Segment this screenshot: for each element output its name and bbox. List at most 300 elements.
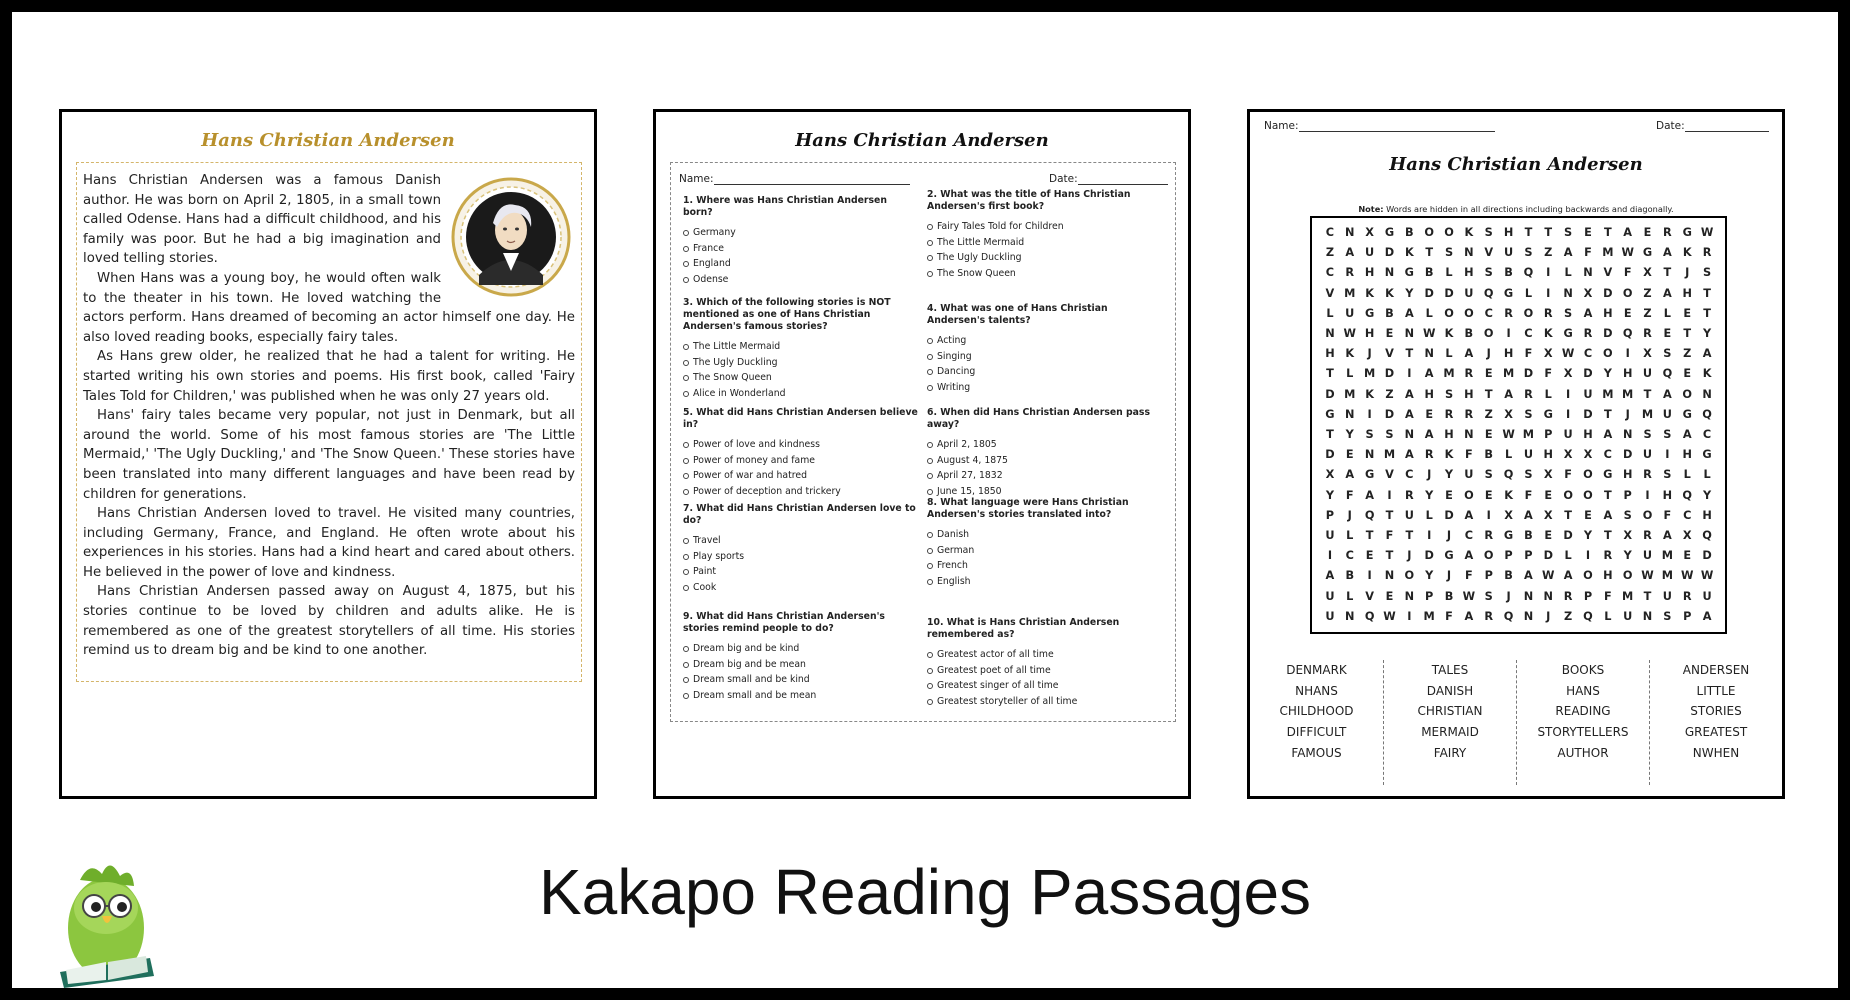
grid-letter: S xyxy=(1524,468,1533,482)
grid-letter: J xyxy=(1446,529,1452,542)
grid-letter: A xyxy=(1662,529,1672,542)
grid-letter: J xyxy=(1486,347,1491,361)
search-word: FAMOUS xyxy=(1291,745,1342,760)
grid-letter: U xyxy=(1325,589,1335,603)
grid-letter: O xyxy=(1464,488,1474,502)
answer-option: Writing xyxy=(927,380,1162,396)
grid-letter: O xyxy=(1523,306,1534,320)
grid-letter: N xyxy=(1345,226,1355,239)
quiz-title: Hans Christian Andersen xyxy=(795,130,1049,151)
grid-letter: I xyxy=(1566,387,1571,401)
grid-letter: A xyxy=(1464,508,1474,522)
grid-letter: G xyxy=(1682,226,1692,239)
grid-letter: Q xyxy=(1682,488,1693,502)
grid-letter: U xyxy=(1662,407,1672,421)
quiz-question xyxy=(683,407,918,500)
grid-letter: X xyxy=(1543,508,1553,522)
quiz-question xyxy=(683,611,918,704)
grid-letter: Q xyxy=(1583,609,1593,623)
grid-letter: N xyxy=(1384,266,1395,280)
grid-letter: D xyxy=(1384,407,1395,421)
passage-paragraph: Hans' fairy tales became very popular, not just in Denmark, but all around the world. Some of his most famous stories are 'The Little Mermaid,' 'The Ugly Duckling,' and 'The Snow Queen.' These stories have been translated into many different languages and have been read by children for generations. xyxy=(83,408,575,502)
brand-name: Kakapo Reading Passages xyxy=(538,856,1312,928)
question-text: 5. What did Hans Christian Andersen believe in? xyxy=(683,407,918,430)
grid-letter: D xyxy=(1444,508,1454,522)
answer-option: Travel xyxy=(683,533,918,549)
date-label: Date: xyxy=(1656,120,1685,132)
grid-letter: Y xyxy=(1325,488,1335,502)
grid-letter: M xyxy=(1423,609,1435,623)
grid-letter: A xyxy=(1662,387,1672,401)
name-label: Name: xyxy=(1264,120,1299,132)
grid-letter: L xyxy=(1683,468,1691,482)
grid-letter: I xyxy=(1645,488,1650,502)
question-text: 1. Where was Hans Christian Andersen born? xyxy=(683,195,887,218)
letter-grid xyxy=(1310,216,1727,634)
search-word: FAIRY xyxy=(1433,745,1467,760)
grid-letter: L xyxy=(1544,387,1552,401)
quiz-box xyxy=(670,162,1176,722)
grid-letter: N xyxy=(1325,327,1335,340)
grid-letter: H xyxy=(1603,569,1613,583)
grid-letter: Y xyxy=(1444,468,1454,482)
grid-letter: J xyxy=(1367,347,1372,361)
grid-letter: G xyxy=(1364,306,1375,320)
grid-letter: D xyxy=(1622,448,1633,462)
grid-letter: A xyxy=(1563,569,1573,583)
grid-letter: C xyxy=(1603,448,1612,462)
answer-option: Power of money and fame xyxy=(683,453,918,469)
grid-letter: J xyxy=(1625,407,1630,421)
answer-option: French xyxy=(927,558,1162,574)
grid-letter: O xyxy=(1622,569,1633,583)
grid-letter: W xyxy=(1561,347,1575,361)
date-line xyxy=(1078,173,1168,185)
grid-letter: N xyxy=(1424,347,1434,361)
grid-letter: S xyxy=(1564,226,1573,239)
search-word: STORYTELLERS xyxy=(1537,725,1629,740)
grid-letter: Z xyxy=(1643,306,1652,320)
grid-letter: N xyxy=(1523,589,1534,603)
grid-letter: L xyxy=(1564,266,1572,280)
canvas xyxy=(12,12,1838,988)
grid-letter: T xyxy=(1385,508,1394,522)
date-field xyxy=(1049,173,1168,185)
grid-letter: L xyxy=(1425,508,1433,522)
grid-letter: S xyxy=(1444,387,1454,401)
grid-letter: U xyxy=(1325,609,1335,623)
grid-letter: E xyxy=(1643,226,1652,239)
grid-letter: L xyxy=(1445,266,1453,280)
grid-letter: E xyxy=(1683,306,1692,320)
grid-letter: S xyxy=(1484,226,1493,239)
grid-letter: Z xyxy=(1484,407,1493,421)
grid-letter: C xyxy=(1325,226,1335,239)
grid-letter: Z xyxy=(1544,246,1553,260)
grid-letter: T xyxy=(1643,387,1652,401)
grid-letter: E xyxy=(1663,327,1672,340)
grid-letter: J xyxy=(1427,468,1432,482)
grid-letter: E xyxy=(1683,549,1692,563)
grid-letter: T xyxy=(1663,266,1672,280)
grid-letter: I xyxy=(1506,327,1511,340)
name-line xyxy=(714,173,910,185)
grid-letter: C xyxy=(1325,266,1335,280)
answer-option: April 2, 1805 xyxy=(927,437,1162,453)
grid-letter: T xyxy=(1544,226,1553,239)
note-label: Note: xyxy=(1358,204,1384,214)
grid-letter: A xyxy=(1345,468,1355,482)
grid-letter: N xyxy=(1583,266,1593,280)
word-column xyxy=(1383,660,1516,785)
answer-option: Greatest poet of all time xyxy=(927,663,1162,679)
grid-letter: Q xyxy=(1483,286,1494,300)
grid-letter: D xyxy=(1583,407,1593,421)
answer-option: Singing xyxy=(927,349,1162,365)
grid-letter: F xyxy=(1623,266,1632,280)
grid-letter: J xyxy=(1407,549,1412,563)
grid-letter: W xyxy=(1641,569,1654,583)
passage-paragraph: Hans Christian Andersen was a famous Danish author. He was born on April 2, 1805, in a small town called Odense. Hans had a difficult childhood, and his family was poor. But he had a big imagination and loved telling stories. xyxy=(83,173,441,267)
grid-letter: D xyxy=(1543,549,1553,563)
quiz-page xyxy=(653,109,1191,799)
word-column xyxy=(1250,660,1383,785)
grid-letter: S xyxy=(1663,428,1672,441)
grid-letter: S xyxy=(1444,246,1454,260)
grid-letter: H xyxy=(1325,347,1335,361)
grid-letter: W xyxy=(1383,609,1396,623)
grid-letter: O xyxy=(1444,306,1454,320)
answer-option: The Snow Queen xyxy=(927,266,1162,282)
question-text: 8. What language were Hans Christian Andersen's stories translated into? xyxy=(927,497,1129,520)
grid-letter: T xyxy=(1603,529,1612,542)
grid-letter: X xyxy=(1583,448,1593,462)
grid-letter: K xyxy=(1345,347,1355,361)
answer-option: England xyxy=(683,256,918,272)
grid-letter: H xyxy=(1543,448,1553,462)
grid-letter: R xyxy=(1663,226,1672,239)
grid-letter: N xyxy=(1702,387,1712,401)
grid-letter: R xyxy=(1484,609,1494,623)
grid-letter: V xyxy=(1385,468,1394,482)
grid-letter: S xyxy=(1623,508,1632,522)
grid-letter: G xyxy=(1384,226,1395,239)
grid-letter: O xyxy=(1464,306,1474,320)
grid-letter: O xyxy=(1483,549,1494,563)
grid-letter: Q xyxy=(1364,508,1375,522)
grid-letter: D xyxy=(1384,367,1395,381)
answer-option: June 15, 1850 xyxy=(927,484,1162,500)
grid-letter: Y xyxy=(1583,529,1593,542)
wordsearch-note xyxy=(1250,204,1782,214)
wordsearch-page xyxy=(1247,109,1785,799)
grid-letter: G xyxy=(1503,529,1514,542)
grid-letter: A xyxy=(1623,226,1633,239)
grid-letter: Q xyxy=(1702,407,1712,421)
answer-option: Cook xyxy=(683,580,918,596)
grid-letter: A xyxy=(1365,488,1374,502)
grid-letter: A xyxy=(1702,609,1712,623)
question-text: 7. What did Hans Christian Andersen love to do? xyxy=(683,503,916,526)
grid-letter: A xyxy=(1464,549,1474,563)
grid-letter: W xyxy=(1343,327,1356,340)
search-word: HANS xyxy=(1566,683,1600,698)
date-line xyxy=(1685,120,1769,132)
grid-letter: X xyxy=(1643,266,1652,280)
grid-letter: O xyxy=(1642,508,1653,522)
grid-letter: L xyxy=(1703,468,1711,482)
grid-letter: H xyxy=(1364,327,1375,340)
answer-option: Acting xyxy=(927,333,1162,349)
search-word: TALES xyxy=(1431,663,1469,677)
grid-letter: D xyxy=(1563,529,1573,542)
grid-letter: I xyxy=(1327,549,1333,563)
grid-letter: N xyxy=(1563,286,1573,300)
answer-option: Power of deception and trickery xyxy=(683,484,918,500)
grid-letter: L xyxy=(1604,609,1612,623)
grid-letter: A xyxy=(1424,428,1434,441)
note-text: Words are hidden in all directions including backwards and diagonally. xyxy=(1383,204,1674,214)
grid-letter: Y xyxy=(1702,488,1712,502)
grid-letter: A xyxy=(1583,306,1593,320)
grid-letter: Y xyxy=(1603,367,1612,381)
grid-letter: N xyxy=(1364,448,1375,462)
grid-letter: P xyxy=(1504,549,1513,563)
grid-letter: U xyxy=(1365,246,1375,260)
grid-letter: K xyxy=(1464,226,1474,239)
grid-letter: F xyxy=(1584,246,1592,260)
search-word: LITTLE xyxy=(1696,683,1736,698)
grid-letter: P xyxy=(1484,569,1493,583)
grid-letter: E xyxy=(1544,529,1553,542)
grid-letter: K xyxy=(1444,327,1454,340)
grid-letter: U xyxy=(1404,508,1414,522)
grid-letter: M xyxy=(1502,367,1515,381)
grid-letter: C xyxy=(1583,347,1593,361)
search-word: STORIES xyxy=(1690,704,1742,719)
grid-letter: F xyxy=(1445,609,1453,623)
grid-letter: U xyxy=(1464,286,1474,300)
grid-letter: H xyxy=(1464,387,1474,401)
grid-letter: Z xyxy=(1683,347,1692,361)
grid-letter: T xyxy=(1603,226,1612,239)
grid-letter: V xyxy=(1603,266,1613,280)
question-text: 6. When did Hans Christian Andersen pass away? xyxy=(927,407,1151,430)
grid-letter: G xyxy=(1404,266,1414,280)
grid-letter: Q xyxy=(1702,529,1712,542)
grid-letter: M xyxy=(1522,428,1535,441)
grid-letter: R xyxy=(1643,468,1652,482)
grid-letter: B xyxy=(1464,327,1474,340)
grid-letter: D xyxy=(1603,286,1613,300)
grid-letter: D xyxy=(1603,327,1613,340)
grid-letter: X xyxy=(1643,347,1652,361)
grid-letter: C xyxy=(1524,327,1533,340)
grid-letter: X xyxy=(1583,286,1593,300)
grid-letter: P xyxy=(1544,428,1553,441)
grid-letter: I xyxy=(1367,407,1372,421)
grid-letter: Y xyxy=(1623,549,1632,563)
answer-option: Greatest actor of all time xyxy=(927,647,1162,663)
grid-letter: F xyxy=(1465,569,1473,583)
grid-letter: S xyxy=(1484,468,1493,482)
grid-letter: D xyxy=(1325,387,1335,401)
grid-letter: A xyxy=(1603,508,1613,522)
grid-letter: E xyxy=(1544,488,1553,502)
grid-letter: D xyxy=(1424,549,1434,563)
grid-letter: O xyxy=(1583,569,1593,583)
grid-letter: G xyxy=(1702,448,1712,462)
grid-letter: E xyxy=(1484,367,1493,381)
grid-letter: A xyxy=(1464,347,1474,361)
grid-letter: D xyxy=(1384,246,1395,260)
grid-letter: W xyxy=(1700,569,1714,583)
grid-letter: H xyxy=(1444,428,1454,441)
answer-option: France xyxy=(683,241,918,257)
grid-letter: I xyxy=(1407,609,1412,623)
quiz-question xyxy=(683,195,918,288)
grid-letter: S xyxy=(1365,428,1374,441)
grid-letter: V xyxy=(1365,589,1374,603)
grid-letter: L xyxy=(1524,286,1533,300)
grid-letter: E xyxy=(1345,448,1354,462)
grid-letter: F xyxy=(1524,488,1533,502)
grid-letter: R xyxy=(1563,589,1573,603)
grid-letter: W xyxy=(1621,246,1634,260)
grid-letter: H xyxy=(1464,266,1474,280)
quiz-question xyxy=(683,297,918,402)
grid-letter: G xyxy=(1642,246,1653,260)
quiz-question xyxy=(927,497,1162,590)
grid-letter: M xyxy=(1383,448,1396,462)
grid-letter: A xyxy=(1404,448,1414,462)
grid-letter: U xyxy=(1642,549,1653,563)
grid-letter: I xyxy=(1546,266,1551,280)
answer-option: Dancing xyxy=(927,364,1162,380)
passage-paragraph: Hans Christian Andersen loved to travel. He visited many countries, including Germany, France, and England. He often wrote about his experiences in his stories. Hans had a kind heart and cared about others. He believed in the power of love and kindness. xyxy=(83,506,575,580)
grid-letter: K xyxy=(1504,488,1513,502)
grid-letter: N xyxy=(1523,609,1534,623)
name-line xyxy=(1299,120,1495,132)
search-word: CHILDHOOD xyxy=(1279,704,1354,719)
grid-letter: K xyxy=(1365,387,1374,401)
grid-letter: B xyxy=(1524,529,1533,542)
grid-letter: U xyxy=(1563,428,1573,441)
grid-letter: E xyxy=(1484,488,1493,502)
grid-letter: A xyxy=(1404,306,1414,320)
grid-letter: A xyxy=(1524,569,1533,583)
answer-option: Power of love and kindness xyxy=(683,437,918,453)
grid-letter: P xyxy=(1623,488,1632,502)
name-field xyxy=(1264,120,1495,132)
date-field xyxy=(1656,120,1769,132)
grid-letter: B xyxy=(1385,306,1394,320)
answer-option: German xyxy=(927,543,1162,559)
grid-letter: X xyxy=(1504,508,1513,522)
grid-letter: B xyxy=(1345,569,1355,583)
grid-letter: E xyxy=(1425,407,1434,421)
grid-letter: R xyxy=(1543,306,1553,320)
grid-letter: L xyxy=(1326,306,1334,320)
grid-letter: U xyxy=(1503,246,1514,260)
answer-option: Greatest singer of all time xyxy=(927,678,1162,694)
answer-option: The Little Mermaid xyxy=(927,235,1162,251)
grid-letter: A xyxy=(1563,246,1573,260)
grid-letter: X xyxy=(1682,529,1692,542)
grid-letter: M xyxy=(1661,549,1673,563)
grid-letter: U xyxy=(1583,387,1593,401)
grid-letter: R xyxy=(1504,306,1513,320)
grid-letter: N xyxy=(1543,589,1553,603)
grid-letter: W xyxy=(1680,569,1694,583)
date-label: Date: xyxy=(1049,173,1078,185)
grid-letter: N xyxy=(1464,428,1474,441)
grid-letter: Q xyxy=(1622,327,1633,340)
grid-letter: K xyxy=(1385,286,1394,300)
grid-letter: R xyxy=(1464,407,1474,421)
grid-letter: G xyxy=(1364,468,1375,482)
grid-letter: A xyxy=(1524,508,1533,522)
grid-letter: A xyxy=(1504,387,1513,401)
grid-letter: Y xyxy=(1345,428,1354,441)
grid-letter: V xyxy=(1385,347,1394,361)
grid-letter: O xyxy=(1603,347,1613,361)
grid-letter: T xyxy=(1524,226,1533,239)
grid-letter: R xyxy=(1682,589,1692,603)
answer-option: Power of war and hatred xyxy=(683,468,918,484)
answer-option: Danish xyxy=(927,527,1162,543)
grid-letter: C xyxy=(1702,428,1712,441)
answer-option: The Snow Queen xyxy=(683,370,918,386)
grid-letter: I xyxy=(1427,529,1432,542)
grid-letter: H xyxy=(1603,306,1613,320)
grid-letter: R xyxy=(1404,488,1414,502)
grid-letter: Q xyxy=(1503,468,1514,482)
grid-letter: L xyxy=(1346,589,1354,603)
grid-letter: Z xyxy=(1564,609,1573,623)
andersen-portrait-image xyxy=(449,175,573,299)
grid-letter: X xyxy=(1623,529,1633,542)
passage-box xyxy=(76,162,582,682)
grid-letter: D xyxy=(1702,549,1712,563)
search-word: ANDERSEN xyxy=(1682,663,1750,677)
grid-letter: J xyxy=(1347,508,1352,522)
grid-letter: C xyxy=(1405,468,1414,482)
grid-letter: S xyxy=(1524,407,1533,421)
grid-letter: V xyxy=(1484,246,1494,260)
grid-letter: H xyxy=(1424,387,1434,401)
grid-letter: R xyxy=(1603,549,1613,563)
grid-letter: O xyxy=(1682,387,1693,401)
grid-letter: N xyxy=(1404,428,1415,441)
grid-letter: S xyxy=(1524,246,1533,260)
grid-letter: U xyxy=(1662,589,1672,603)
answer-option: Alice in Wonderland xyxy=(683,386,918,402)
grid-letter: A xyxy=(1662,246,1672,260)
grid-letter: D xyxy=(1583,367,1593,381)
grid-letter: T xyxy=(1603,407,1612,421)
grid-letter: B xyxy=(1504,266,1513,280)
search-word: READING xyxy=(1555,704,1611,719)
grid-letter: G xyxy=(1563,327,1573,340)
grid-letter: Q xyxy=(1523,266,1534,280)
grid-letter: W xyxy=(1462,589,1476,603)
name-label: Name: xyxy=(679,173,714,185)
grid-letter: I xyxy=(1387,488,1392,502)
grid-letter: P xyxy=(1583,589,1593,603)
word-column xyxy=(1516,660,1649,785)
grid-letter: R xyxy=(1464,367,1474,381)
